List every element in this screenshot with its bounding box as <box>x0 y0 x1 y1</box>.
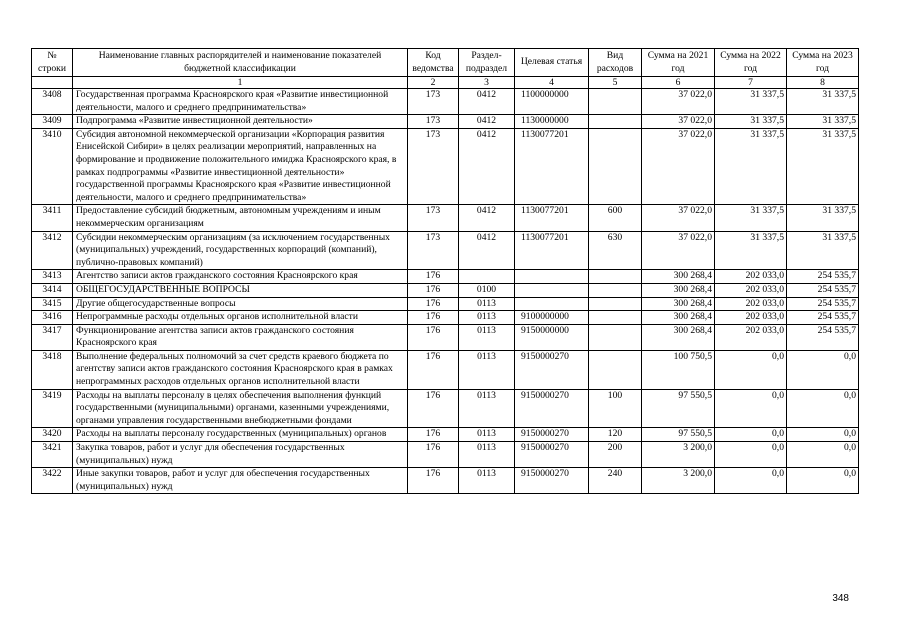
row-number: 3418 <box>32 350 73 389</box>
sum-2023: 0,0 <box>787 350 859 389</box>
sum-2023: 254 535,7 <box>787 297 859 311</box>
sum-2022: 0,0 <box>715 350 787 389</box>
expense-type: 100 <box>589 389 642 428</box>
sum-2023: 31 337,5 <box>787 89 859 115</box>
sum-2021: 3 200,0 <box>642 442 715 468</box>
sum-2022: 0,0 <box>715 389 787 428</box>
target-article: 1100000000 <box>515 89 589 115</box>
sum-2021: 300 268,4 <box>642 311 715 325</box>
sum-2021: 37 022,0 <box>642 89 715 115</box>
target-article <box>515 283 589 297</box>
sum-2023: 0,0 <box>787 468 859 494</box>
expense-type <box>589 270 642 284</box>
dept-code: 176 <box>408 442 459 468</box>
row-number: 3408 <box>32 89 73 115</box>
table-row <box>32 428 859 442</box>
header-row-number: № строки <box>32 49 73 77</box>
sum-2022: 202 033,0 <box>715 311 787 325</box>
target-article <box>515 297 589 311</box>
dept-code: 176 <box>408 468 459 494</box>
sum-2022: 31 337,5 <box>715 115 787 129</box>
table-body <box>32 89 859 494</box>
header-sum-2022: Сумма на 2022 год <box>715 49 787 77</box>
sum-2021: 97 550,5 <box>642 389 715 428</box>
table-row <box>32 128 859 205</box>
dept-code: 176 <box>408 428 459 442</box>
sum-2021: 97 550,5 <box>642 428 715 442</box>
target-article: 1130000000 <box>515 115 589 129</box>
sum-2021: 37 022,0 <box>642 115 715 129</box>
expense-type: 630 <box>589 231 642 270</box>
dept-code: 176 <box>408 389 459 428</box>
section-code: 0412 <box>459 89 515 115</box>
sum-2023: 31 337,5 <box>787 231 859 270</box>
sum-2021: 300 268,4 <box>642 297 715 311</box>
expense-type: 600 <box>589 205 642 231</box>
section-code <box>459 270 515 284</box>
sum-2022: 202 033,0 <box>715 297 787 311</box>
sum-2022: 202 033,0 <box>715 324 787 350</box>
table-row <box>32 311 859 325</box>
header-dept-code: Код ведомства <box>408 49 459 77</box>
row-name: ОБЩЕГОСУДАРСТВЕННЫЕ ВОПРОСЫ <box>73 283 408 297</box>
column-number: 3 <box>459 77 515 89</box>
sum-2022: 0,0 <box>715 442 787 468</box>
dept-code: 176 <box>408 324 459 350</box>
budget-table <box>31 48 859 494</box>
header-sum-2021: Сумма на 2021 год <box>642 49 715 77</box>
sum-2022: 0,0 <box>715 428 787 442</box>
sum-2021: 300 268,4 <box>642 283 715 297</box>
sum-2022: 31 337,5 <box>715 231 787 270</box>
section-code: 0113 <box>459 389 515 428</box>
dept-code: 176 <box>408 350 459 389</box>
expense-type <box>589 311 642 325</box>
expense-type: 240 <box>589 468 642 494</box>
section-code: 0412 <box>459 205 515 231</box>
row-name: Выполнение федеральных полномочий за счет средств краевого бюджета по агентству записи актов гражданского состояния Красноярского края в рамках непрограммных расходов отдельных органов исполнительной власти <box>73 350 408 389</box>
expense-type: 200 <box>589 442 642 468</box>
target-article: 1130077201 <box>515 205 589 231</box>
table-row <box>32 389 859 428</box>
row-name: Непрограммные расходы отдельных органов исполнительной власти <box>73 311 408 325</box>
row-number: 3409 <box>32 115 73 129</box>
dept-code: 173 <box>408 128 459 205</box>
sum-2021: 100 750,5 <box>642 350 715 389</box>
header-row <box>32 49 859 77</box>
sum-2022: 31 337,5 <box>715 128 787 205</box>
row-name: Государственная программа Красноярского края «Развитие инвестиционной деятельности, малого и среднего предпринимательства» <box>73 89 408 115</box>
target-article: 9150000270 <box>515 442 589 468</box>
sum-2021: 300 268,4 <box>642 270 715 284</box>
sum-2023: 254 535,7 <box>787 270 859 284</box>
sum-2023: 254 535,7 <box>787 324 859 350</box>
header-sum-2023: Сумма на 2023 год <box>787 49 859 77</box>
row-number: 3413 <box>32 270 73 284</box>
dept-code: 176 <box>408 311 459 325</box>
expense-type <box>589 283 642 297</box>
row-number: 3417 <box>32 324 73 350</box>
target-article: 9150000270 <box>515 428 589 442</box>
column-number: 5 <box>589 77 642 89</box>
header-section: Раздел-подраздел <box>459 49 515 77</box>
dept-code: 173 <box>408 89 459 115</box>
table-row <box>32 231 859 270</box>
expense-type <box>589 297 642 311</box>
row-number: 3421 <box>32 442 73 468</box>
row-name: Субсидия автономной некоммерческой организации «Корпорация развития Енисейской Сибири» в целях реализации мероприятий, направленных на формирование и продвижение положительного имиджа Красноярского края, в рамках подпрограммы «Развитие инвестиционной деятельности» государственной программы Красноярского края «Развитие инвестиционной деятельности, малого и среднего предпринимательства» <box>73 128 408 205</box>
dept-code: 176 <box>408 270 459 284</box>
sum-2023: 31 337,5 <box>787 205 859 231</box>
sum-2023: 31 337,5 <box>787 128 859 205</box>
sum-2021: 3 200,0 <box>642 468 715 494</box>
row-number: 3416 <box>32 311 73 325</box>
dept-code: 173 <box>408 231 459 270</box>
row-number: 3420 <box>32 428 73 442</box>
section-code: 0113 <box>459 311 515 325</box>
row-number: 3422 <box>32 468 73 494</box>
expense-type: 120 <box>589 428 642 442</box>
row-name: Другие общегосударственные вопросы <box>73 297 408 311</box>
target-article: 9150000270 <box>515 468 589 494</box>
row-number: 3419 <box>32 389 73 428</box>
row-number: 3411 <box>32 205 73 231</box>
sum-2022: 0,0 <box>715 468 787 494</box>
header-expense-type: Вид расходов <box>589 49 642 77</box>
sum-2022: 202 033,0 <box>715 270 787 284</box>
target-article: 9100000000 <box>515 311 589 325</box>
target-article <box>515 270 589 284</box>
target-article: 1130077201 <box>515 231 589 270</box>
target-article: 9150000270 <box>515 389 589 428</box>
sum-2022: 202 033,0 <box>715 283 787 297</box>
section-code: 0113 <box>459 324 515 350</box>
target-article: 1130077201 <box>515 128 589 205</box>
sum-2023: 254 535,7 <box>787 283 859 297</box>
sum-2021: 300 268,4 <box>642 324 715 350</box>
sum-2021: 37 022,0 <box>642 128 715 205</box>
target-article: 9150000000 <box>515 324 589 350</box>
row-name: Субсидии некоммерческим организациям (за исключением государственных (муниципальных) учреждений, государственных корпораций (компаний), публично-правовых компаний) <box>73 231 408 270</box>
row-number: 3414 <box>32 283 73 297</box>
section-code: 0113 <box>459 350 515 389</box>
section-code: 0412 <box>459 115 515 129</box>
sum-2022: 31 337,5 <box>715 205 787 231</box>
column-number: 7 <box>715 77 787 89</box>
section-code: 0113 <box>459 442 515 468</box>
dept-code: 173 <box>408 115 459 129</box>
dept-code: 173 <box>408 205 459 231</box>
column-number: 6 <box>642 77 715 89</box>
column-number: 1 <box>73 77 408 89</box>
section-code: 0113 <box>459 297 515 311</box>
dept-code: 176 <box>408 297 459 311</box>
row-name: Иные закупки товаров, работ и услуг для обеспечения государственных (муниципальных) нужд <box>73 468 408 494</box>
table-row <box>32 89 859 115</box>
expense-type <box>589 115 642 129</box>
expense-type <box>589 324 642 350</box>
table-row <box>32 468 859 494</box>
expense-type <box>589 89 642 115</box>
dept-code: 176 <box>408 283 459 297</box>
target-article: 9150000270 <box>515 350 589 389</box>
table-row <box>32 270 859 284</box>
row-number: 3410 <box>32 128 73 205</box>
row-name: Закупка товаров, работ и услуг для обеспечения государственных (муниципальных) нужд <box>73 442 408 468</box>
row-name: Подпрограмма «Развитие инвестиционной деятельности» <box>73 115 408 129</box>
row-number: 3415 <box>32 297 73 311</box>
row-name: Функционирование агентства записи актов гражданского состояния Красноярского края <box>73 324 408 350</box>
expense-type <box>589 350 642 389</box>
expense-type <box>589 128 642 205</box>
row-name: Расходы на выплаты персоналу государственных (муниципальных) органов <box>73 428 408 442</box>
sum-2021: 37 022,0 <box>642 231 715 270</box>
sum-2023: 0,0 <box>787 389 859 428</box>
header-name: Наименование главных распорядителей и наименование показателей бюджетной классификации <box>73 49 408 77</box>
table-row <box>32 324 859 350</box>
sum-2022: 31 337,5 <box>715 89 787 115</box>
page-number: 348 <box>832 593 849 604</box>
section-code: 0100 <box>459 283 515 297</box>
section-code: 0412 <box>459 231 515 270</box>
table-row <box>32 283 859 297</box>
row-name: Предоставление субсидий бюджетным, автономным учреждениям и иным некоммерческим организациям <box>73 205 408 231</box>
table-row <box>32 205 859 231</box>
column-number-row <box>32 77 859 89</box>
table-row <box>32 442 859 468</box>
header-target-article: Целевая статья <box>515 49 589 77</box>
table-row <box>32 115 859 129</box>
table-row <box>32 350 859 389</box>
row-number: 3412 <box>32 231 73 270</box>
column-number: 8 <box>787 77 859 89</box>
column-number: 2 <box>408 77 459 89</box>
sum-2023: 0,0 <box>787 442 859 468</box>
column-number <box>32 77 73 89</box>
section-code: 0113 <box>459 428 515 442</box>
table-row <box>32 297 859 311</box>
sum-2023: 254 535,7 <box>787 311 859 325</box>
sum-2023: 0,0 <box>787 428 859 442</box>
section-code: 0113 <box>459 468 515 494</box>
sum-2021: 37 022,0 <box>642 205 715 231</box>
section-code: 0412 <box>459 128 515 205</box>
sum-2023: 31 337,5 <box>787 115 859 129</box>
row-name: Агентство записи актов гражданского состояния Красноярского края <box>73 270 408 284</box>
column-number: 4 <box>515 77 589 89</box>
row-name: Расходы на выплаты персоналу в целях обеспечения выполнения функций государственными (муниципальными) органами, казенными учреждениями, органами управления государственными внебюджетными фондами <box>73 389 408 428</box>
